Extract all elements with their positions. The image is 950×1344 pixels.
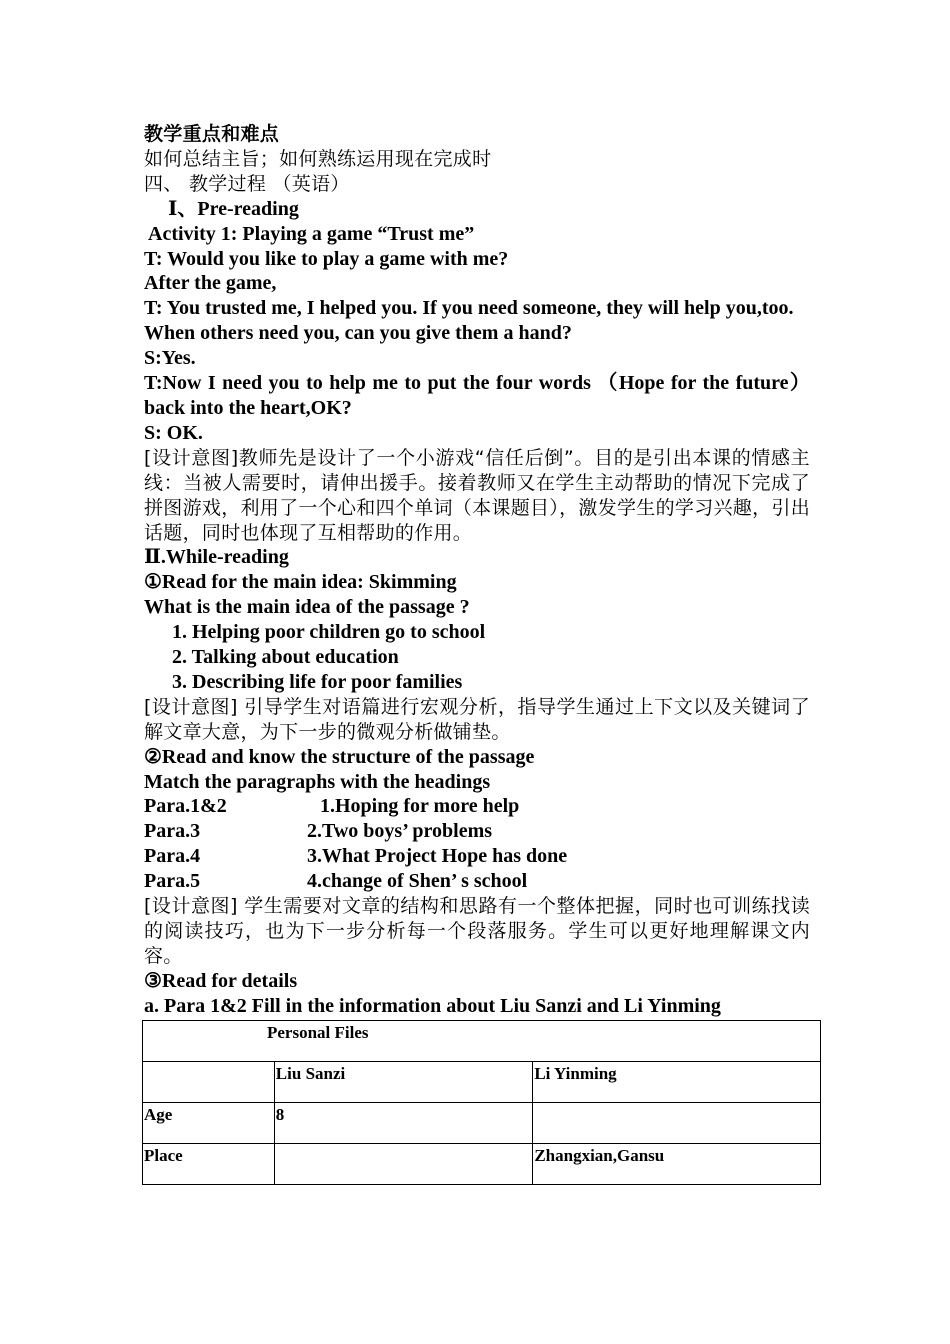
dialogue-line: After the game, (144, 272, 277, 295)
match-row (144, 844, 810, 869)
table-row (143, 1144, 821, 1185)
table-header-row (143, 1062, 821, 1103)
dialogue-line: T: You trusted me, I helped you. If you need someone, they will help you,too. When others need you, can you give them a hand? (144, 297, 794, 345)
column-header: Li Yinming (533, 1062, 821, 1103)
table-title: Personal Files (143, 1021, 821, 1062)
heading-label: 3.What Project Hope has done (307, 845, 568, 868)
table-cell: 8 (274, 1103, 533, 1144)
list-item: 3. Describing life for poor families (172, 670, 463, 693)
table-title-row (143, 1021, 821, 1062)
paragraph-label: Para.4 (144, 845, 201, 868)
instruction-text: Match the paragraphs with the headings (144, 770, 491, 793)
design-intent-paragraph: [设计意图] 引导学生对语篇进行宏观分析，指导学生通过上下文以及关键词了解文章大意，为下一步的微观分析做铺垫。 (144, 695, 810, 743)
dialogue-line: S:Yes. (144, 347, 196, 370)
pre-reading-heading: Ⅰ、Pre-reading (168, 197, 299, 220)
options-list (144, 620, 810, 695)
heading-label: 1.Hoping for more help (320, 795, 520, 818)
task-heading-structure: ②Read and know the structure of the passage (144, 745, 535, 768)
dialogue-line: T:Now I need you to help me to put the four words （Hope for the future）back into the heart,OK? (144, 372, 810, 419)
paragraph-label: Para.3 (144, 820, 201, 843)
paragraph-label: Para.1&2 (144, 795, 227, 818)
table-cell (274, 1144, 533, 1185)
section-heading-key-points: 教学重点和难点 (144, 123, 280, 145)
row-label: Age (143, 1103, 275, 1144)
dialogue-line: S: OK. (144, 421, 203, 444)
personal-files-table (142, 1020, 821, 1185)
heading-label: 4.change of Shen’ s school (307, 870, 528, 893)
match-row (144, 869, 810, 894)
instruction-text: a. Para 1&2 Fill in the information about Liu Sanzi and Li Yinming (144, 994, 721, 1017)
table-cell (143, 1062, 275, 1103)
design-intent-paragraph: [设计意图] 学生需要对文章的结构和思路有一个整体把握，同时也可训练找读的阅读技巧，也为下一步分析每一个段落服务。学生可以更好地理解课文内容。 (144, 895, 810, 967)
activity-1-heading: Activity 1: Playing a game “Trust me” (148, 222, 475, 245)
match-list (144, 794, 810, 894)
match-row (144, 794, 810, 819)
question-text: What is the main idea of the passage ? (144, 596, 470, 619)
while-reading-heading: Ⅱ.While-reading (144, 546, 289, 569)
column-header: Liu Sanzi (274, 1062, 533, 1103)
table-cell: Zhangxian,Gansu (533, 1144, 821, 1185)
task-heading-main-idea: ①Read for the main idea: Skimming (144, 571, 457, 594)
paragraph-label: Para.5 (144, 870, 201, 893)
heading-label: 2.Two boys’ problems (307, 820, 493, 843)
design-intent-paragraph: [设计意图]教师先是设计了一个小游戏“信任后倒”。目的是引出本课的情感主线：当被人需要时，请伸出援手。接着教师又在学生主动帮助的情况下完成了拼图游戏，利用了一个心和四个单词（本课题目），激发学生的学习兴趣，引出话题，同时也体现了互相帮助的作用。 (144, 446, 811, 544)
lesson-plan-body (144, 122, 810, 1019)
match-row (144, 819, 810, 844)
table-row (143, 1103, 821, 1144)
table-cell (533, 1103, 821, 1144)
list-item: 1. Helping poor children go to school (172, 621, 486, 644)
dialogue-line: T: Would you like to play a game with me? (144, 247, 509, 270)
task-heading-details: ③Read for details (144, 969, 298, 992)
row-label: Place (143, 1144, 275, 1185)
section-heading-teaching-process: 四、 教学过程 （英语） (144, 172, 350, 195)
key-points-text: 如何总结主旨；如何熟练运用现在完成时 (144, 147, 492, 170)
list-item: 2. Talking about education (172, 646, 399, 669)
